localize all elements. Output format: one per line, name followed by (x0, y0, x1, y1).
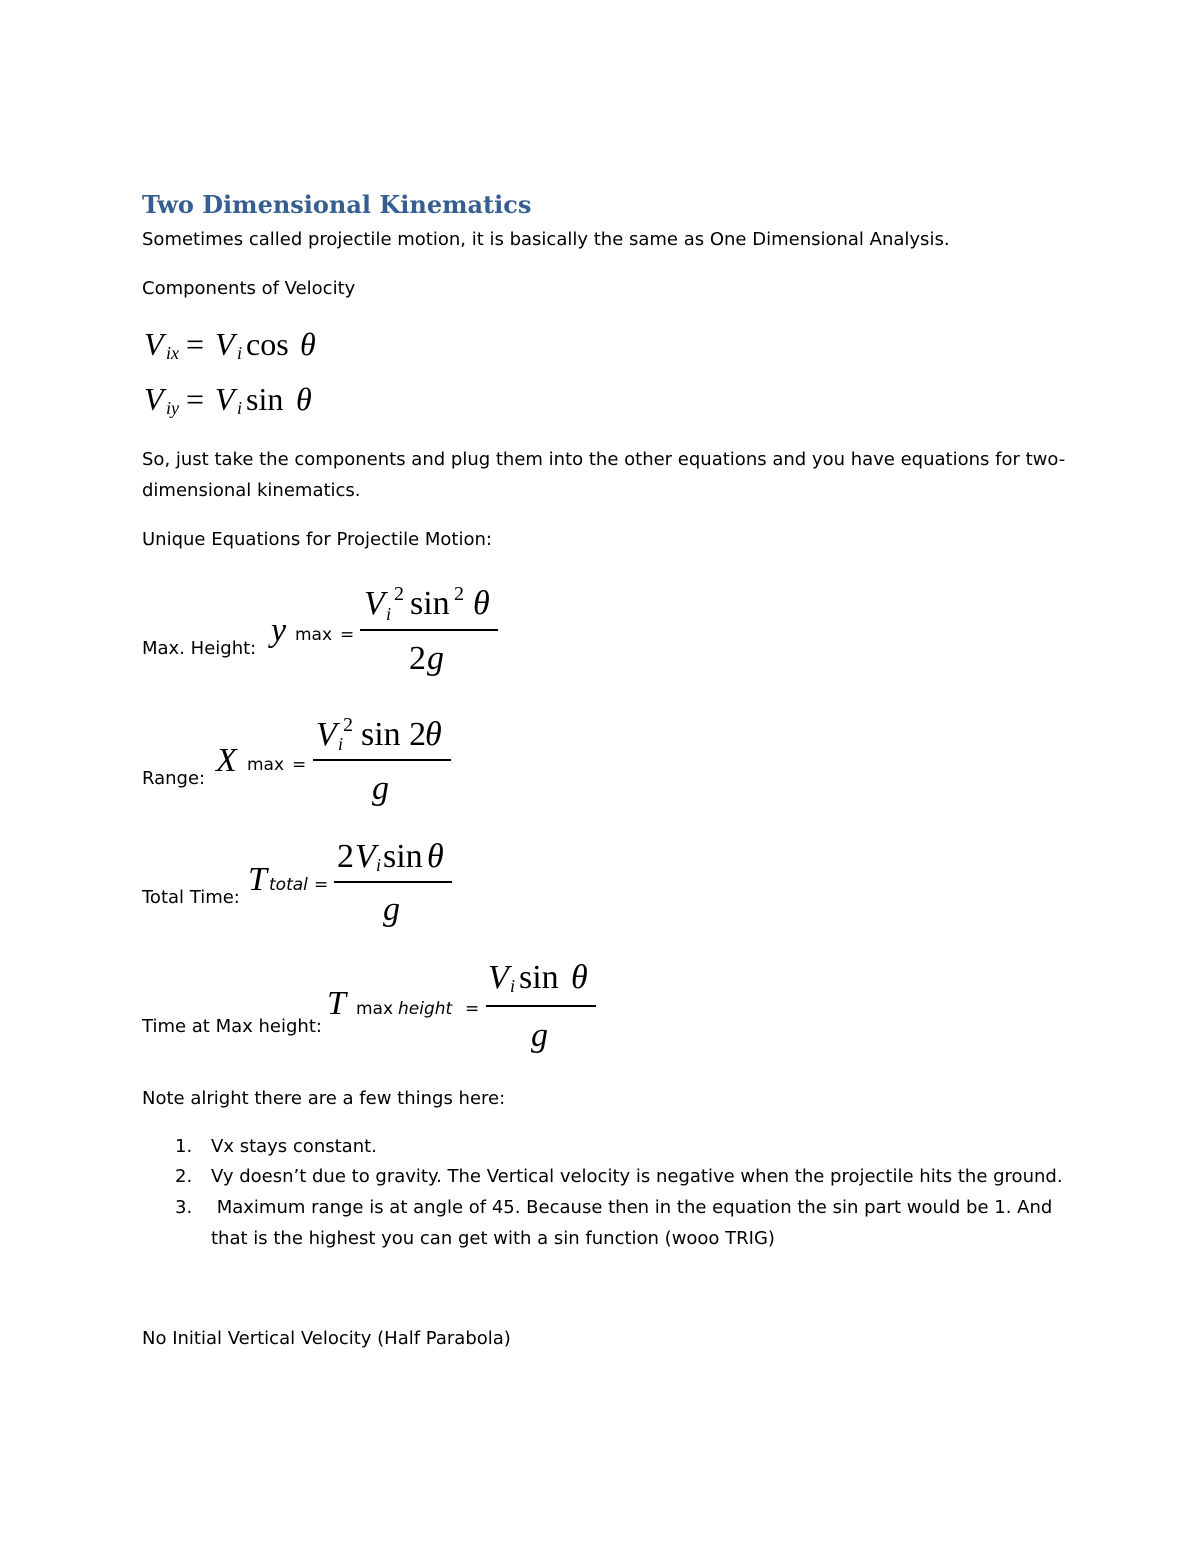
intro-text: Sometimes called projectile motion, it is basically the same as One Dimensional Analysis. (142, 229, 950, 250)
final-heading: No Initial Vertical Velocity (Half Parabola) (142, 1328, 511, 1349)
note-heading: Note alright there are a few things here: (142, 1088, 506, 1109)
time-max-height-label: Time at Max height: (142, 1016, 322, 1037)
page-title: Two Dimensional Kinematics (142, 190, 532, 219)
components-heading: Components of Velocity (142, 278, 356, 299)
unique-equations-heading: Unique Equations for Projectile Motion: (142, 529, 492, 550)
total-time-label: Total Time: (142, 887, 240, 908)
max-height-label: Max. Height: (142, 638, 257, 659)
range-label: Range: (142, 768, 206, 789)
paragraph-line-2: dimensional kinematics. (142, 480, 361, 501)
paragraph-line-1: So, just take the components and plug them into the other equations and you have equations for two- (142, 449, 1066, 470)
